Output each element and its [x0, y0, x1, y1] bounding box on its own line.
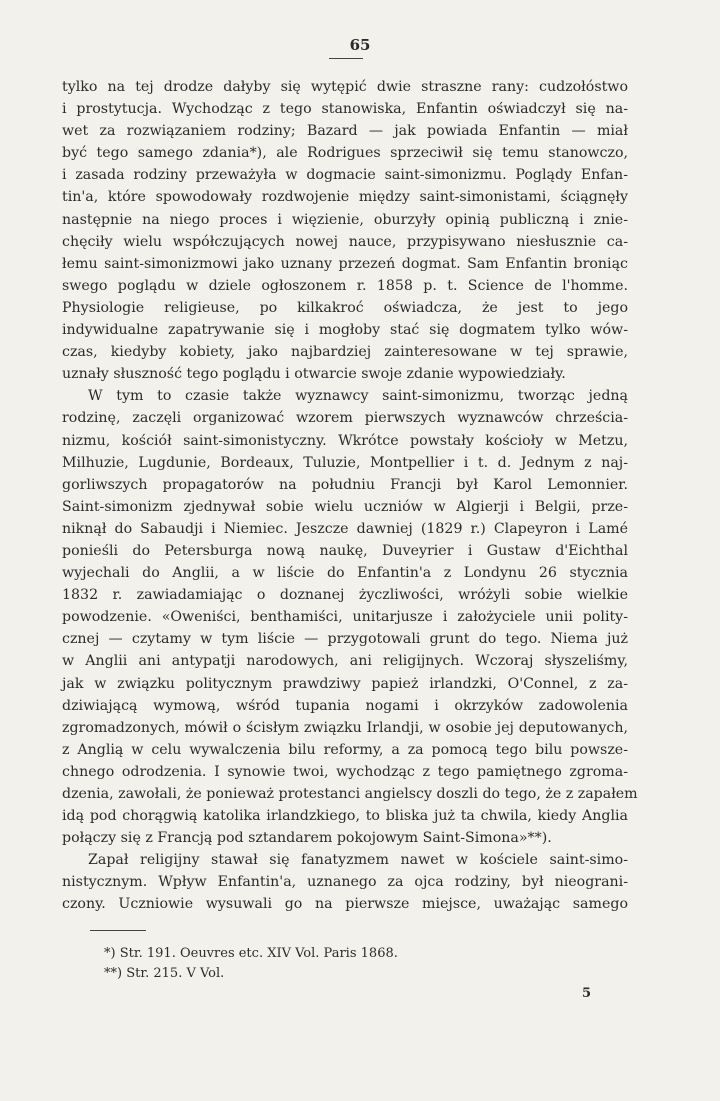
page-number: 65	[349, 36, 371, 54]
text-line: rodzinę, zaczęli organizować wzorem pierwszych wyznawców chrześcia-	[62, 410, 628, 427]
text-line: nistycznym. Wpływ Enfantin'a, uznanego za ojca rodziny, był nieograni-	[62, 874, 628, 891]
text-line: ponieśli do Petersburga nową naukę, Duveyrier i Gustaw d'Eichthal	[62, 542, 628, 559]
text-line: wet za rozwiązaniem rodziny; Bazard — jak powiada Enfantin — miał	[62, 123, 628, 140]
page-number-rule	[329, 58, 363, 59]
text-line: dzenia, zawołali, że ponieważ protestanci angielscy doszli do tego, że z zapałem	[62, 786, 638, 802]
text-line: jak w związku politycznym prawdziwy papież irlandzki, O'Connel, z za-	[62, 675, 628, 692]
text-line: powodzenie. «Oweniści, benthamiści, unitarjusze i założyciele unii polity-	[62, 609, 628, 626]
text-line: niknął do Sabaudji i Niemiec. Jeszcze dawniej (1829 r.) Clapeyron i Lamé	[62, 520, 628, 537]
text-line: w Anglii ani antypatji narodowych, ani religijnych. Wczoraj słyszeliśmy,	[62, 653, 628, 670]
text-line: tylko na tej drodze dałyby się wytępić dwie straszne rany: cudzołóstwo	[62, 79, 628, 95]
body-text	[62, 76, 638, 916]
text-line: nizmu, kościół saint-simonistyczny. Wkrótce powstały kościoły w Metzu,	[62, 432, 628, 449]
text-line: połączy się z Francją pod sztandarem pokojowym Saint-Simona»**).	[62, 830, 552, 847]
text-line: chęciły wielu współczujących nowej nauce, przypisywano niesłusznie ca-	[62, 233, 628, 250]
text-line: swego poglądu w dziele ogłoszonem r. 1858 p. t. Science de l'homme.	[62, 277, 628, 294]
text-line: tin'a, które spowodowały rozdwojenie między saint-simonistami, ściągnęły	[62, 189, 628, 206]
text-line: 1832 r. zawiadamiając o doznanej życzliwości, wróżyli sobie wielkie	[62, 587, 628, 604]
footnote-rule	[90, 930, 146, 931]
text-line: chnego odrodzenia. I synowie twoi, wychodząc z tego pamiętnego zgroma-	[62, 763, 628, 780]
text-line: z Anglią w celu wywalczenia bilu reformy, a za pomocą tego bilu powsze-	[62, 741, 628, 758]
text-line: Physiologie religieuse, po kilkakroć oświadcza, że jest to jego	[62, 299, 628, 316]
footnote: **) Str. 215. V Vol.	[104, 966, 225, 981]
text-line: Saint-simonizm zjednywał sobie wielu uczniów w Algierji i Belgii, prze-	[62, 498, 628, 515]
text-line: i zasada rodziny przeważyła w dogmacie saint-simonizmu. Poglądy Enfan-	[62, 167, 628, 184]
text-line: łemu saint-simonizmowi jako uznany przezeń dogmat. Sam Enfantin broniąc	[62, 255, 628, 272]
text-line: zgromadzonych, mówił o ścisłym związku Irlandji, w osobie jej deputowanych,	[62, 719, 628, 736]
text-line: czas, kiedyby kobiety, jako najbardziej zainteresowane w tej sprawie,	[62, 344, 628, 361]
footnote: *) Str. 191. Oeuvres etc. XIV Vol. Paris 1868.	[104, 946, 398, 961]
text-line: W tym to czasie także wyznawcy saint-simonizmu, tworząc jedną	[88, 388, 628, 405]
text-line: i prostytucja. Wychodząc z tego stanowiska, Enfantin oświadczył się na-	[62, 101, 628, 118]
text-line: Zapał religijny stawał się fanatyzmem nawet w kościele saint-simo-	[88, 852, 628, 869]
text-line: dziwiającą wymową, wśród tupania nogami i okrzyków zadowolenia	[62, 697, 628, 714]
footnotes	[104, 944, 398, 984]
text-line: Milhuzie, Lugdunie, Bordeaux, Tuluzie, Montpellier i t. d. Jednym z naj-	[62, 454, 628, 471]
text-line: indywidualne zapatrywanie się i mogłoby stać się dogmatem tylko wów-	[62, 322, 628, 339]
signature-mark: 5	[582, 986, 592, 1001]
text-line: idą pod chorągwią katolika irlandzkiego, to bliska już ta chwila, kiedy Anglia	[62, 808, 628, 825]
text-line: cznej — czytamy w tym liście — przygotowali grunt do tego. Niema już	[62, 631, 628, 648]
text-line: wyjechali do Anglii, a w liście do Enfantin'a z Londynu 26 stycznia	[62, 565, 628, 582]
text-line: czony. Uczniowie wysuwali go na pierwsze miejsce, uważając samego	[62, 896, 628, 913]
text-line: gorliwszych propagatorów na południu Francji był Karol Lemonnier.	[62, 476, 628, 493]
text-line: być tego samego zdania*), ale Rodrigues sprzeciwił się temu stanowczo,	[62, 145, 628, 162]
text-line: uznały słuszność tego poglądu i otwarcie swoje zdanie wypowiedziały.	[62, 366, 566, 383]
text-line: następnie na niego proces i więzienie, oburzyły opinią publiczną i znie-	[62, 211, 628, 228]
